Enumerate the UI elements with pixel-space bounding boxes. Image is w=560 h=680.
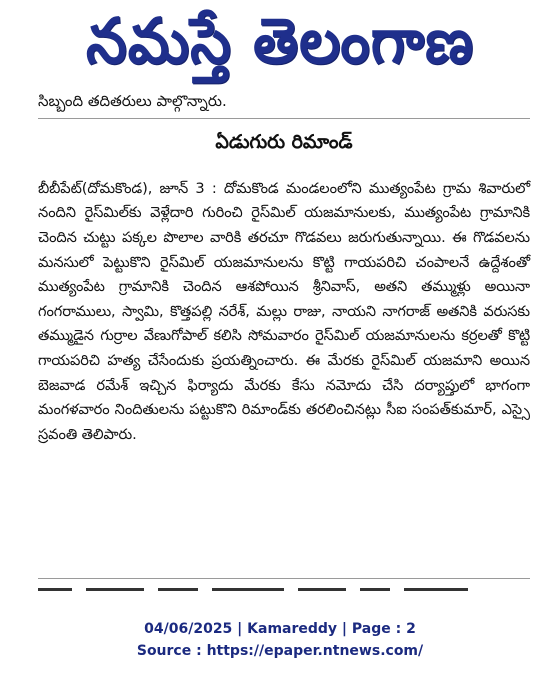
column-divider [38,578,530,579]
article-headline: ఏడుగురు రిమాండ్ [215,131,353,153]
source-link[interactable]: Source : https://epaper.ntnews.com/ [136,643,424,659]
newspaper-logo-title: నమస్తే తెలంగాణ [86,4,474,78]
masthead [0,0,560,82]
cropped-next-article [38,588,530,600]
news-article [38,88,530,447]
edition-info: 04/06/2025 | Kamareddy | Page : 2 [144,621,416,637]
page-footer [0,618,560,662]
previous-article-tail: సిబ్బంది తదితరులు పాల్గొన్నారు. [38,88,530,119]
article-body: బీబీపేట్(దోమకొండ), జూన్ 3 : దోమకొండ మండలంలోని ముత్యంపేట గ్రామ శివారులో నందిని రైస్‌మిల్‌కు వెళ్లేదారి గురించి రైస్‌మిల్ యజమానులకు, ముత్యంపేట గ్రామానికి చెందిన చుట్టు పక్కల పొలాల వారికి తరచూ గొడవలు జరుగుతున్నాయి. ఈ గొడవలను మనసులో పెట్టుకొని రైస్‌మిల్ యజమానులను కొట్టి గాయపరిచి చంపాలనే ఉద్దేశంతో ముత్యంపేట గ్రామానికి చెందిన ఆశపోయిన శ్రీనివాస్, అతని తమ్ముళ్లు అయినా గంగరాములు, స్వామి, కొత్తపల్లి నరేశ్, మల్లు రాజు, నాయని నాగరాజ్ అతనికి వరుసకు తమ్ముడైన గుర్రాల వేణుగోపాల్ కలిసి సోమవారం రైస్‌మిల్ యజమానులను కర్రలతో కొట్టి గాయపరిచి హత్య చేసేందుకు ప్రయత్నించారు. ఈ మేరకు రైస్‌మిల్ యజమాని అయిన బెజవాడ రమేశ్ ఇచ్చిన ఫిర్యాదు మేరకు కేసు నమోదు చేసి దర్యాప్తులో భాగంగా మంగళవారం నిందితులను పట్టుకొని రిమాండ్‌కు తరలించినట్లు సీఐ సంపత్‌కుమార్, ఎస్సై స్రవంతి తెలిపారు. [38,179,530,443]
